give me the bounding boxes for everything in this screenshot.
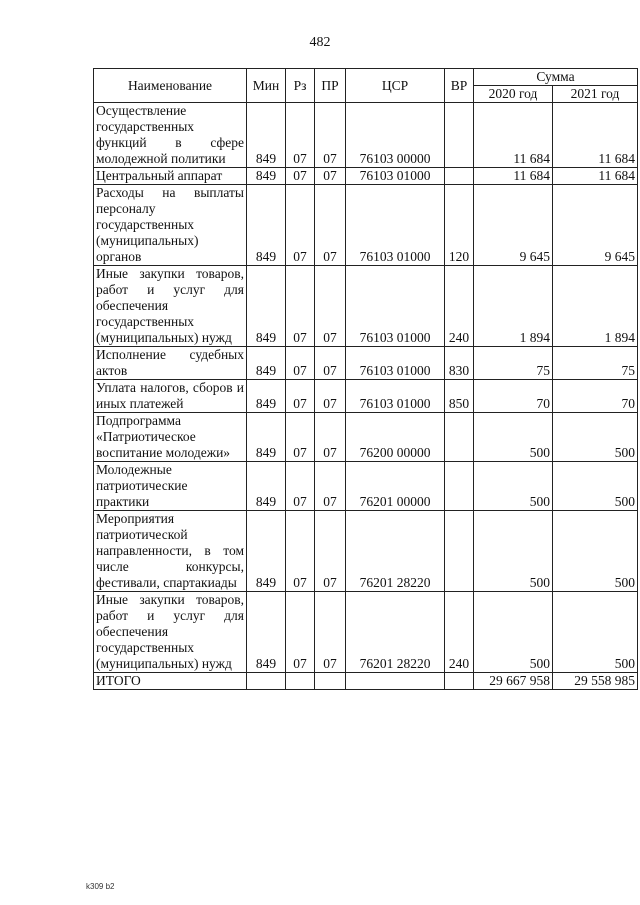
row-csr: 76103 01000: [346, 168, 445, 185]
row-csr: 76103 01000: [346, 347, 445, 380]
header-min: Мин: [247, 69, 286, 103]
row-vr: 240: [445, 592, 474, 673]
total-2021: 29 558 985: [553, 673, 638, 690]
row-rz: 07: [286, 103, 315, 168]
row-min: 849: [247, 168, 286, 185]
row-min: 849: [247, 103, 286, 168]
header-sum: Сумма: [474, 69, 638, 86]
row-vr: [445, 103, 474, 168]
table-body: [94, 103, 638, 673]
row-2021: 500: [553, 511, 638, 592]
table-row: [94, 103, 638, 168]
row-2021: 1 894: [553, 266, 638, 347]
row-pr: 07: [315, 380, 346, 413]
row-pr: 07: [315, 592, 346, 673]
row-csr: 76201 28220: [346, 511, 445, 592]
row-2021: 500: [553, 462, 638, 511]
row-vr: [445, 462, 474, 511]
row-pr: 07: [315, 511, 346, 592]
header-year-2020: 2020 год: [474, 86, 553, 103]
row-vr: 850: [445, 380, 474, 413]
row-2020: 70: [474, 380, 553, 413]
row-rz: 07: [286, 185, 315, 266]
row-2020: 75: [474, 347, 553, 380]
row-2021: 70: [553, 380, 638, 413]
table-row: [94, 185, 638, 266]
table-row: [94, 413, 638, 462]
row-rz: 07: [286, 511, 315, 592]
row-name: Исполнение судебных актов: [94, 347, 247, 380]
page-number: 482: [309, 35, 331, 50]
row-name: Мероприятия патриотической направленности, в том числе конкурсы, фестивали, спартакиады: [94, 511, 247, 592]
row-min: 849: [247, 511, 286, 592]
row-csr: 76200 00000: [346, 413, 445, 462]
header-vr: ВР: [445, 69, 474, 103]
budget-table: [93, 68, 638, 690]
row-name: Иные закупки товаров, работ и услуг для обеспечения государственных (муниципальных) нужд: [94, 592, 247, 673]
table-row: [94, 266, 638, 347]
total-empty-rz: [286, 673, 315, 690]
header-row: [94, 69, 638, 86]
total-empty-pr: [315, 673, 346, 690]
row-name: Иные закупки товаров, работ и услуг для обеспечения государственных (муниципальных) нужд: [94, 266, 247, 347]
row-2021: 500: [553, 413, 638, 462]
total-empty-vr: [445, 673, 474, 690]
row-rz: 07: [286, 462, 315, 511]
row-2020: 1 894: [474, 266, 553, 347]
total-label: ИТОГО: [94, 673, 247, 690]
row-pr: 07: [315, 185, 346, 266]
row-2020: 500: [474, 511, 553, 592]
row-vr: [445, 168, 474, 185]
row-csr: 76201 00000: [346, 462, 445, 511]
row-csr: 76103 00000: [346, 103, 445, 168]
row-pr: 07: [315, 266, 346, 347]
row-2021: 500: [553, 592, 638, 673]
row-min: 849: [247, 380, 286, 413]
row-pr: 07: [315, 462, 346, 511]
row-pr: 07: [315, 168, 346, 185]
row-name: Центральный аппарат: [94, 168, 247, 185]
total-row: [94, 673, 638, 690]
total-empty-csr: [346, 673, 445, 690]
row-2020: 500: [474, 462, 553, 511]
table-row: [94, 380, 638, 413]
table-row: [94, 592, 638, 673]
table-row: [94, 462, 638, 511]
row-csr: 76103 01000: [346, 185, 445, 266]
row-vr: [445, 413, 474, 462]
row-pr: 07: [315, 347, 346, 380]
table-row: [94, 347, 638, 380]
row-name: Осуществление государственных функций в сфере молодежной политики: [94, 103, 247, 168]
table-row: [94, 168, 638, 185]
row-2020: 500: [474, 592, 553, 673]
header-csr: ЦСР: [346, 69, 445, 103]
row-rz: 07: [286, 347, 315, 380]
row-rz: 07: [286, 380, 315, 413]
row-2020: 9 645: [474, 185, 553, 266]
table-row: [94, 511, 638, 592]
row-name: Молодежные патриотические практики: [94, 462, 247, 511]
footer-code: k309 b2: [86, 882, 115, 891]
row-name: Расходы на выплаты персоналу государственных (муниципальных) органов: [94, 185, 247, 266]
row-vr: [445, 511, 474, 592]
row-pr: 07: [315, 413, 346, 462]
header-year-2021: 2021 год: [553, 86, 638, 103]
total-empty-min: [247, 673, 286, 690]
row-min: 849: [247, 592, 286, 673]
row-rz: 07: [286, 413, 315, 462]
header-pr: ПР: [315, 69, 346, 103]
row-rz: 07: [286, 266, 315, 347]
header-name: Наименование: [94, 69, 247, 103]
total-2020: 29 667 958: [474, 673, 553, 690]
row-vr: 240: [445, 266, 474, 347]
row-min: 849: [247, 185, 286, 266]
row-2020: 11 684: [474, 168, 553, 185]
row-2021: 9 645: [553, 185, 638, 266]
row-csr: 76103 01000: [346, 266, 445, 347]
row-rz: 07: [286, 592, 315, 673]
row-2021: 11 684: [553, 168, 638, 185]
row-name: Подпрограмма «Патриотическое воспитание молодежи»: [94, 413, 247, 462]
row-min: 849: [247, 413, 286, 462]
row-name: Уплата налогов, сборов и иных платежей: [94, 380, 247, 413]
row-2020: 11 684: [474, 103, 553, 168]
row-2021: 11 684: [553, 103, 638, 168]
row-pr: 07: [315, 103, 346, 168]
row-2021: 75: [553, 347, 638, 380]
row-min: 849: [247, 462, 286, 511]
row-vr: 120: [445, 185, 474, 266]
header-rz: Рз: [286, 69, 315, 103]
row-rz: 07: [286, 168, 315, 185]
row-csr: 76201 28220: [346, 592, 445, 673]
row-vr: 830: [445, 347, 474, 380]
row-csr: 76103 01000: [346, 380, 445, 413]
row-2020: 500: [474, 413, 553, 462]
row-min: 849: [247, 266, 286, 347]
row-min: 849: [247, 347, 286, 380]
